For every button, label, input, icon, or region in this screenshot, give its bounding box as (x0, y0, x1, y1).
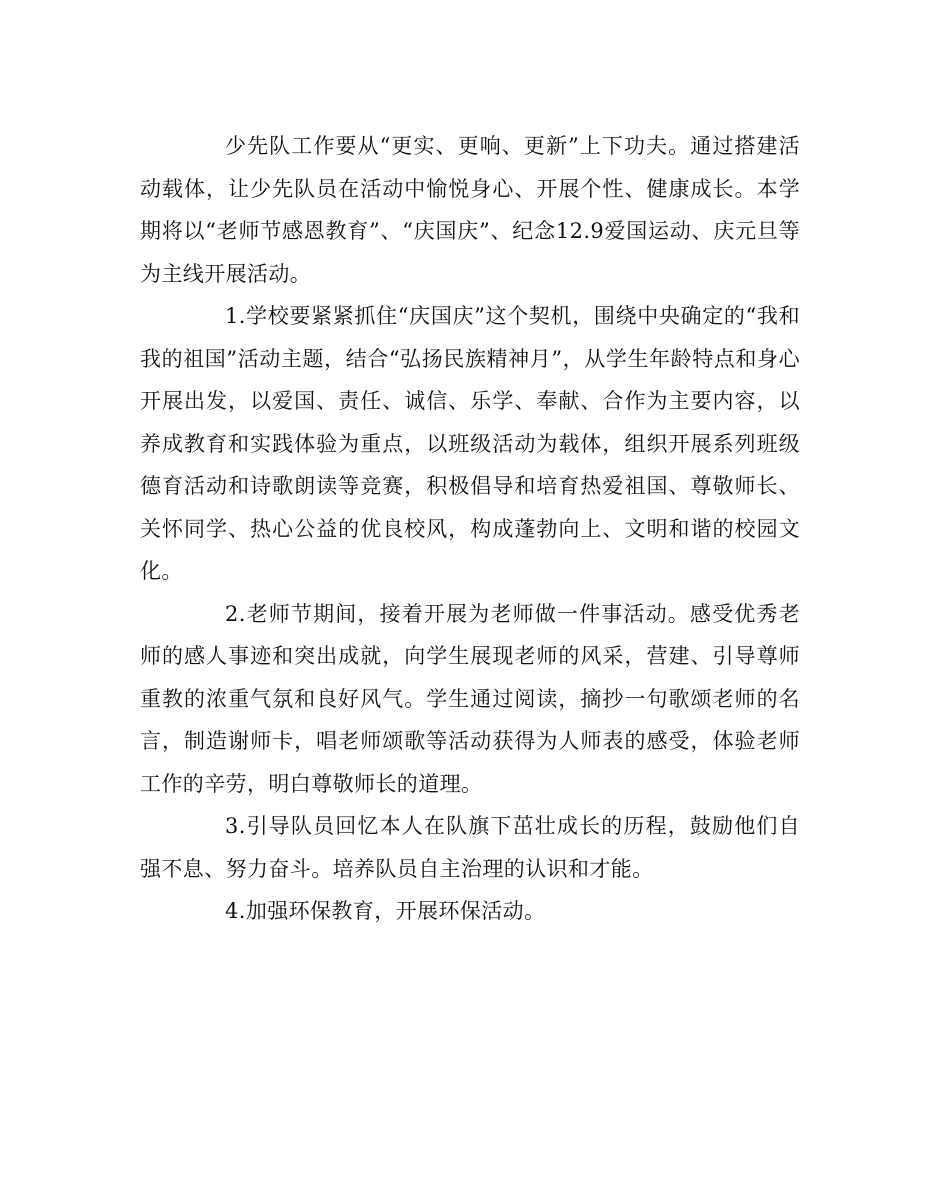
paragraph-item-3: 3.引导队员回忆本人在队旗下茁壮成长的历程，鼓励他们自强不息、努力奋斗。培养队员自主治理的认识和才能。 (140, 814, 800, 881)
document-body (140, 125, 800, 933)
paragraph-item-1: 1.学校要紧紧抓住“庆国庆”这个契机，围绕中央确定的“我和我的祖国”活动主题，结合“弘扬民族精神月”，从学生年龄特点和身心开展出发，以爱国、责任、诚信、乐学、奉献、合作为主要内容，以养成教育和实践体验为重点，以班级活动为载体，组织开展系列班级德育活动和诗歌朗读等竞赛，积极倡导和培育热爱祖国、尊敬师长、关怀同学、热心公益的优良校风，构成蓬勃向上、文明和谐的校园文化。 (140, 304, 800, 583)
paragraph-intro: 少先队工作要从“更实、更响、更新”上下功夫。通过搭建活动载体，让少先队员在活动中愉悦身心、开展个性、健康成长。本学期将以“老师节感恩教育”、“庆国庆”、纪念12.9爱国运动、庆元旦等为主线开展活动。 (140, 134, 800, 286)
paragraph-item-2: 2.老师节期间，接着开展为老师做一件事活动。感受优秀老师的感人事迹和突出成就，向学生展现老师的风采，营建、引导尊师重教的浓重气氛和良好风气。学生通过阅读，摘抄一句歌颂老师的名言，制造谢师卡，唱老师颂歌等活动获得为人师表的感受，体验老师工作的辛劳，明白尊敬师长的道理。 (140, 601, 800, 796)
paragraph-item-4: 4.加强环保教育，开展环保活动。 (225, 899, 546, 923)
